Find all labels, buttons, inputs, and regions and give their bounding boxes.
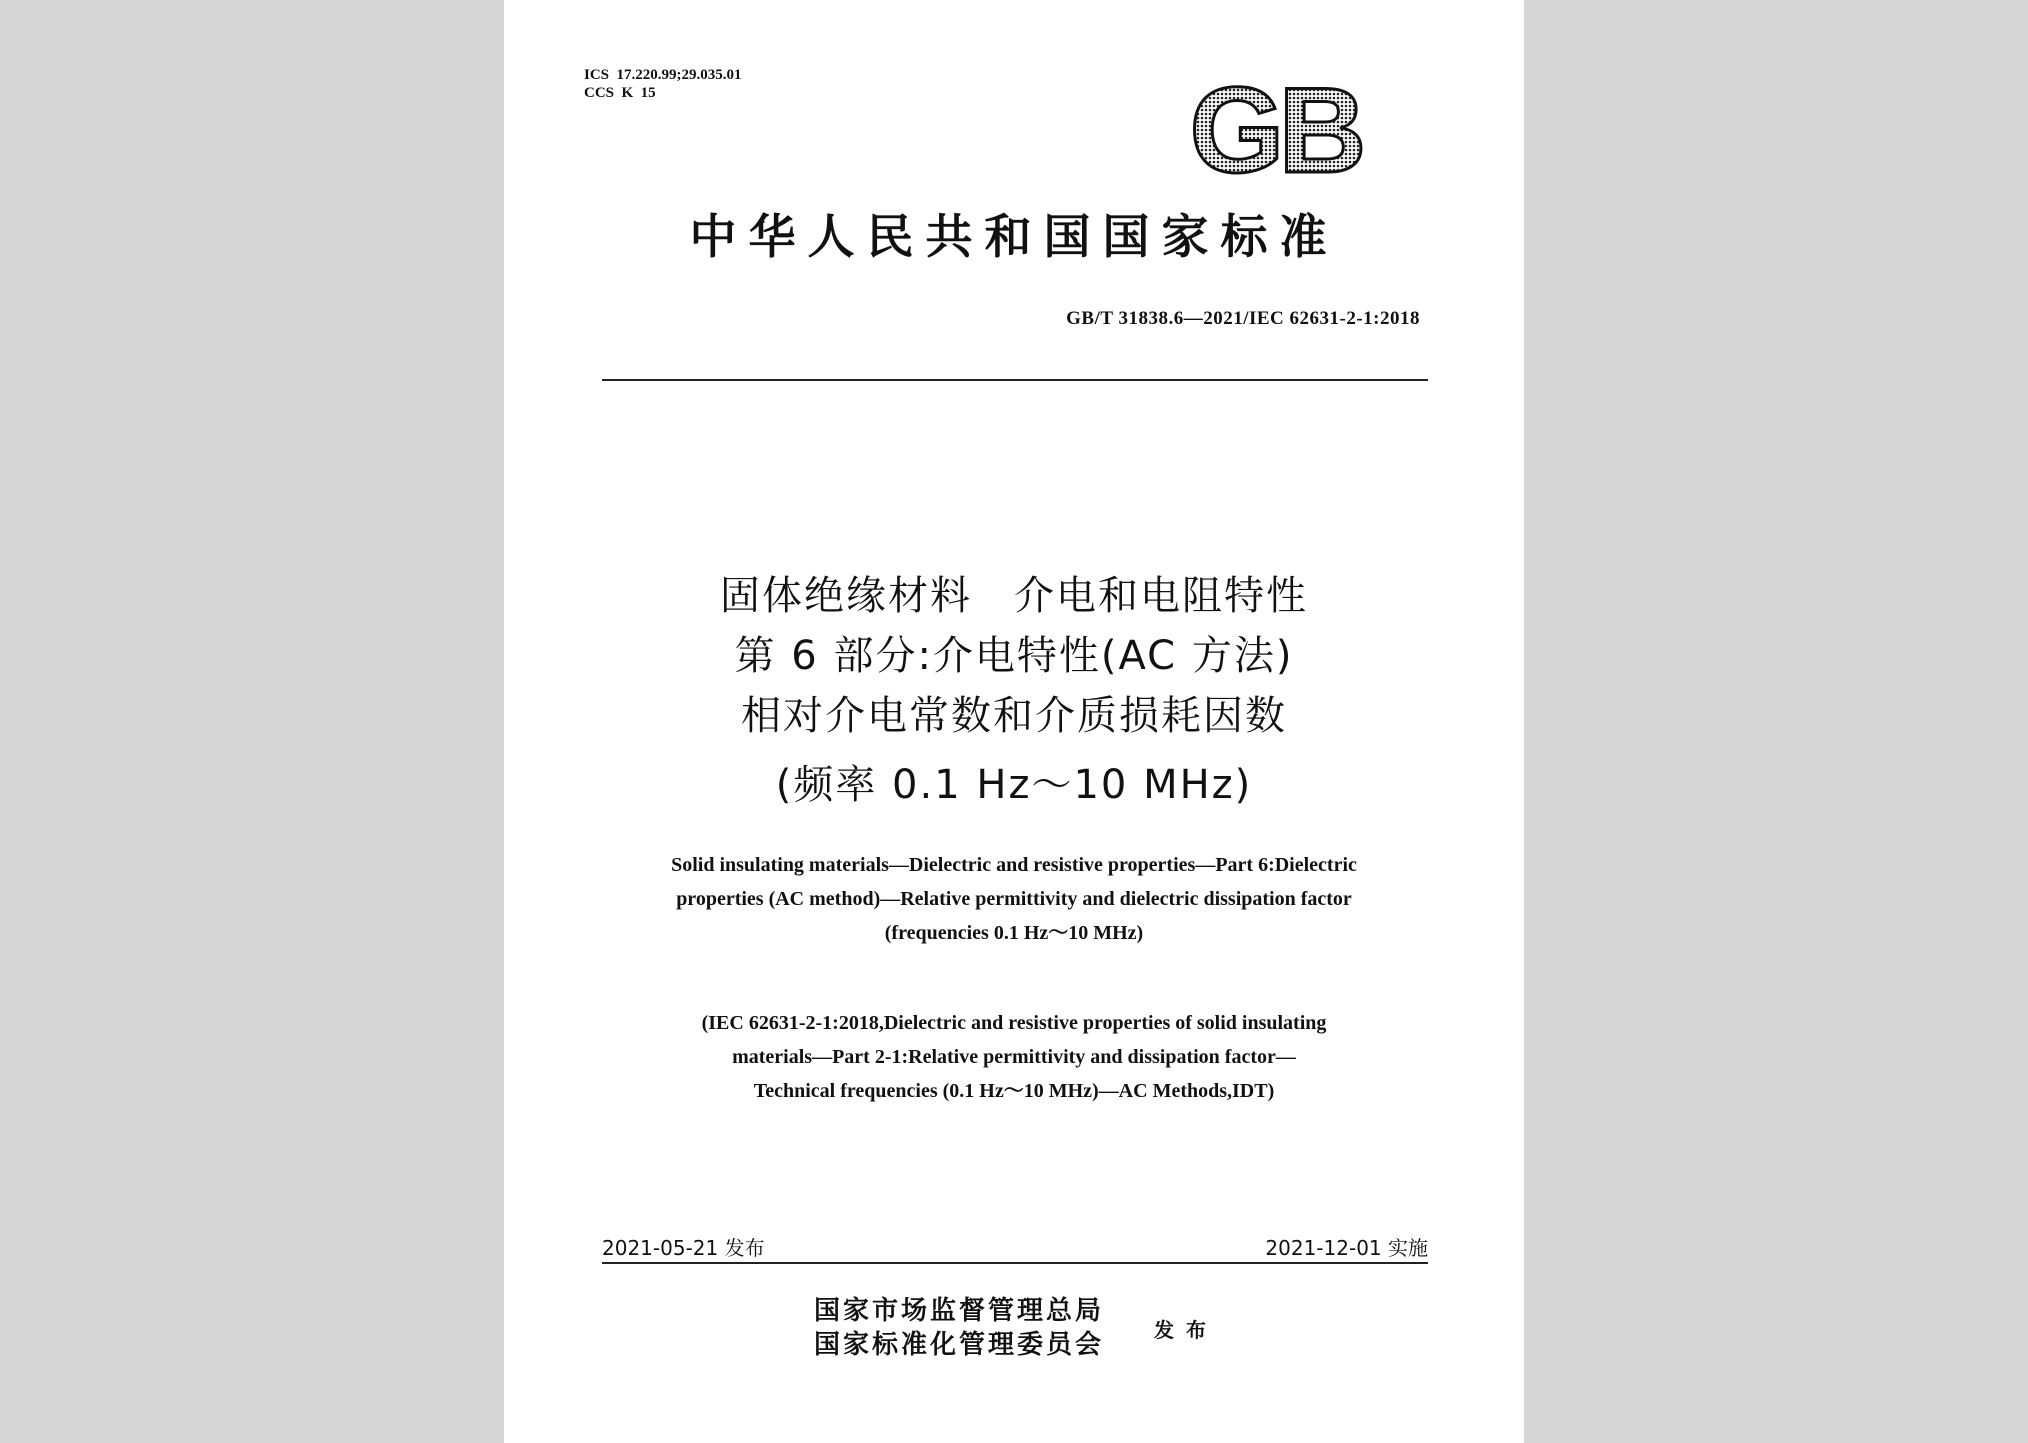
effective-date: 2021-12-01 实施 <box>1265 1236 1428 1260</box>
ccs-code: CCS K 15 <box>584 85 656 101</box>
standard-number: GB/T 31838.6—2021/IEC 62631-2-1:2018 <box>1066 308 1420 329</box>
iec-reference-line-3: Technical frequencies (0.1 Hz～10 MHz)—AC Methods,IDT) <box>753 1080 1275 1102</box>
issuer-sac: 国家标准化管理委员会 <box>814 1330 1105 1360</box>
national-standard-title: 中华人民共和国国家标准 <box>689 210 1339 265</box>
chinese-title-line-2: 第 6 部分:介电特性(AC 方法) <box>734 633 1294 679</box>
gb-logo <box>1172 76 1378 186</box>
document-page <box>504 0 1524 1443</box>
iec-reference <box>584 1006 1444 1108</box>
chinese-title-line-1: 固体绝缘材料 介电和电阻特性 <box>720 573 1308 619</box>
ics-code: ICS 17.220.99;29.035.01 <box>584 67 742 83</box>
issuer-samr: 国家市场监督管理总局 <box>814 1296 1105 1326</box>
issuing-authorities <box>814 1294 1104 1362</box>
gb-logo-text: GB <box>1189 76 1361 186</box>
chinese-title-line-3: 相对介电常数和介质损耗因数 <box>741 693 1287 739</box>
english-title-line-3: (frequencies 0.1 Hz～10 MHz) <box>884 922 1144 944</box>
classification-codes <box>584 66 742 102</box>
english-title <box>584 848 1444 950</box>
english-title-line-1: Solid insulating materials—Dielectric and resistive properties—Part 6:Dielectric <box>671 854 1357 876</box>
footer-divider <box>602 1262 1428 1264</box>
english-title-line-2: properties (AC method)—Relative permittivity and dielectric dissipation factor <box>676 888 1352 910</box>
issue-date: 2021-05-21 发布 <box>602 1236 765 1260</box>
header-divider <box>602 379 1428 381</box>
issue-action: 发布 <box>1154 1318 1218 1342</box>
iec-reference-line-2: materials—Part 2-1:Relative permittivity and dissipation factor— <box>732 1046 1296 1068</box>
chinese-title-line-4: (频率 0.1 Hz～10 MHz) <box>775 762 1253 808</box>
iec-reference-line-1: (IEC 62631-2-1:2018,Dielectric and resistive properties of solid insulating <box>701 1012 1327 1034</box>
